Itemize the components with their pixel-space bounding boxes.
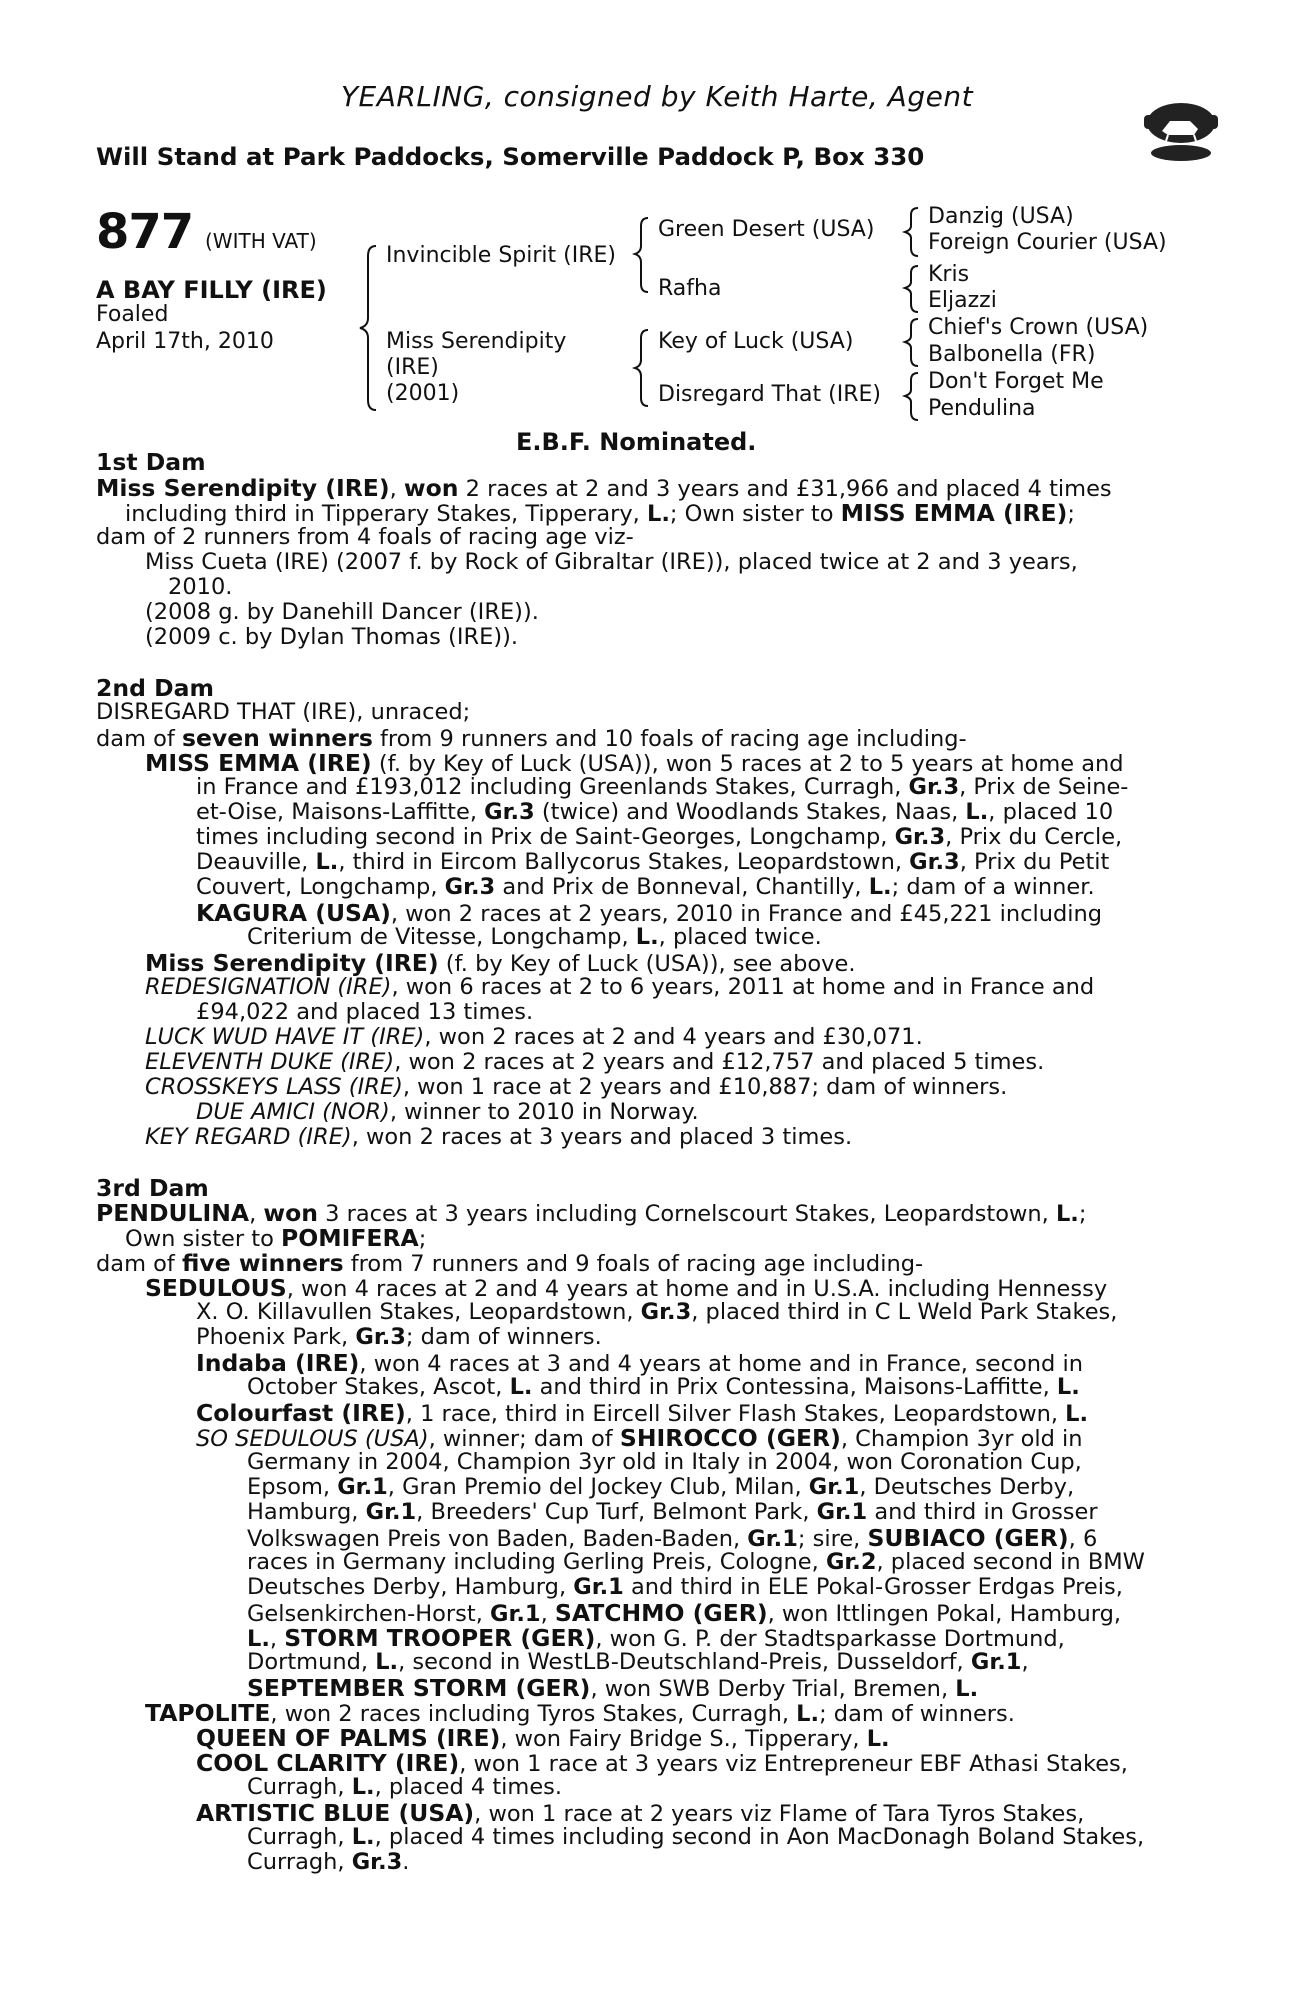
text-segment: Curragh, [247, 1774, 352, 1800]
text-segment: , won 1 race at 3 years viz Entrepreneur EBF Athasi Stakes, [459, 1751, 1128, 1777]
text-segment: Hamburg, [247, 1499, 366, 1525]
text-line [96, 724, 967, 752]
text-segment: Gr.1 [365, 1499, 417, 1525]
text-segment: , won 2 races at 2 years and £12,757 and placed 5 times. [394, 1049, 1045, 1075]
text-segment: Colourfast (IRE) [196, 1399, 406, 1427]
text-segment: , [269, 1626, 285, 1652]
pedigree-dam: Miss Serendipity [386, 329, 567, 354]
text-segment: , won 1 race at 2 years and £10,887; dam of winners. [402, 1074, 1008, 1100]
text-line [196, 1399, 1088, 1427]
text-segment: Miss Cueta (IRE) (2007 f. by Rock of Gibraltar (IRE)), placed twice at 2 and 3 years, [145, 549, 1078, 575]
text-segment: SEDULOUS [145, 1274, 287, 1302]
text-segment: 3 races at 3 years including Cornelscourt Stakes, Leopardstown, [318, 1201, 1056, 1227]
text-line [196, 824, 1122, 850]
text-segment: KEY REGARD (IRE) [145, 1124, 352, 1150]
text-segment: , Breeders' Cup Turf, Belmont Park, [416, 1499, 817, 1525]
text-line [247, 1524, 1097, 1552]
text-line [196, 1324, 602, 1350]
text-segment: ; [418, 1226, 427, 1252]
text-segment: Gr.1 [747, 1526, 798, 1552]
pedigree-sire: Invincible Spirit (IRE) [386, 243, 616, 268]
text-segment: L. [247, 1626, 270, 1652]
text-segment: and Prix de Bonneval, Chantilly, [495, 874, 869, 900]
text-line [247, 1774, 562, 1800]
foaled-label: Foaled [96, 302, 169, 327]
text-segment: ; sire, [797, 1526, 868, 1552]
text-segment: , won 2 races at 2 years, 2010 in France and £45,221 including [390, 901, 1103, 927]
text-segment: ; dam of winners. [405, 1324, 602, 1350]
text-segment: KAGURA (USA) [196, 899, 391, 927]
text-segment: REDESIGNATION (IRE) [145, 974, 392, 1000]
text-segment: ELEVENTH DUKE (IRE) [145, 1049, 395, 1075]
text-segment: SHIROCCO (GER) [619, 1424, 841, 1452]
pedigree-gg-4: Eljazzi [928, 288, 997, 313]
text-line [247, 1599, 1121, 1627]
text-segment: won [403, 474, 459, 502]
text-segment: , Deutsches Derby, [859, 1474, 1075, 1500]
text-segment: ARTISTIC BLUE (USA) [196, 1799, 475, 1827]
text-line [145, 624, 518, 650]
text-segment: , [389, 476, 404, 502]
text-segment: SO SEDULOUS (USA) [196, 1426, 429, 1452]
text-segment: Curragh, [247, 1849, 352, 1875]
text-line [145, 549, 1078, 575]
text-segment: Gr.1 [808, 1474, 860, 1500]
text-segment: won [263, 1199, 319, 1227]
text-segment: , won 4 races at 3 and 4 years at home and in France, second in [359, 1351, 1083, 1377]
text-segment: (twice) and Woodlands Stakes, Naas, [534, 799, 966, 825]
text-line [145, 1274, 1107, 1302]
ebf-nominated: E.B.F. Nominated. [516, 428, 757, 456]
text-segment: Gr.1 [573, 1574, 624, 1600]
text-segment: L. [351, 1824, 375, 1850]
text-line [145, 749, 1124, 777]
text-segment: Dortmund, [247, 1649, 376, 1675]
text-line [196, 899, 1102, 927]
text-segment: , placed second in BMW [876, 1549, 1145, 1575]
text-segment: Couvert, Longchamp, [196, 874, 445, 900]
vat-note: (WITH VAT) [205, 229, 317, 253]
text-line [247, 1649, 1029, 1675]
pedigree-gg-6: Balbonella (FR) [928, 342, 1096, 367]
text-segment: L. [509, 1374, 533, 1400]
text-segment: Deauville, [196, 849, 316, 875]
text-line [196, 999, 533, 1025]
text-segment: MISS EMMA (IRE) [145, 749, 372, 777]
text-segment: (f. by Key of Luck (USA)), see above. [438, 951, 856, 977]
text-segment: SATCHMO (GER) [554, 1599, 768, 1627]
text-segment: Gr.3 [909, 849, 960, 875]
text-segment: , winner; dam of [428, 1426, 620, 1452]
text-segment: Miss Serendipity (IRE) [145, 949, 439, 977]
text-segment: from 9 runners and 10 foals of racing age including- [372, 726, 967, 752]
text-segment: SEPTEMBER STORM (GER) [247, 1674, 591, 1702]
text-segment: , won Ittlingen Pokal, Hamburg, [767, 1601, 1122, 1627]
stand-location: Will Stand at Park Paddocks, Somerville Paddock P, Box 330 [96, 143, 925, 171]
text-line [247, 1824, 1144, 1850]
text-segment: ; dam of winners. [819, 1701, 1015, 1727]
text-segment: Gr.2 [825, 1549, 877, 1575]
pedigree-gg-5: Chief's Crown (USA) [928, 315, 1149, 340]
text-line [196, 1749, 1128, 1777]
text-line [168, 574, 232, 600]
pedigree-gg-3: Kris [928, 262, 970, 287]
text-segment: times including second in Prix de Saint-Georges, Longchamp, [196, 824, 895, 850]
text-segment: L. [351, 1774, 375, 1800]
text-segment: (f. by Key of Luck (USA)), won 5 races at 2 to 5 years at home and [371, 751, 1124, 777]
text-segment: ; dam of a winner. [891, 874, 1095, 900]
pedigree-gg-7: Don't Forget Me [928, 369, 1104, 394]
text-segment: L. [1065, 1401, 1089, 1427]
text-segment: , Gran Premio del Jockey Club, Milan, [387, 1474, 809, 1500]
text-segment: L. [868, 874, 892, 900]
text-segment: , second in WestLB-Deutschland-Preis, Dusseldorf, [398, 1649, 971, 1675]
text-segment: Gr.1 [816, 1499, 868, 1525]
text-line [196, 1099, 699, 1125]
text-segment: races in Germany including Gerling Preis, Cologne, [247, 1549, 826, 1575]
text-line [247, 1849, 409, 1875]
text-segment: ; Own sister to [669, 501, 841, 527]
text-line [247, 1374, 1080, 1400]
text-segment: DUE AMICI (NOR) [196, 1099, 390, 1125]
text-segment: L. [965, 799, 989, 825]
text-segment: dam of [96, 726, 182, 752]
text-line [145, 599, 539, 625]
text-segment: five winners [181, 1249, 344, 1277]
text-segment: ; [1078, 1201, 1087, 1227]
text-line [196, 1424, 1083, 1452]
text-segment: , won 2 races at 3 years and placed 3 times. [351, 1124, 853, 1150]
text-line [196, 1724, 890, 1752]
text-segment: COOL CLARITY (IRE) [196, 1749, 460, 1777]
text-segment: Deutsches Derby, Hamburg, [247, 1574, 574, 1600]
text-line [247, 1499, 1098, 1525]
pedigree-sire-sire: Green Desert (USA) [658, 217, 875, 242]
yearling-bonus-badge-icon [1138, 95, 1224, 191]
text-segment: , Prix du Petit [959, 849, 1110, 875]
text-segment: L. [646, 501, 670, 527]
text-line [247, 1549, 1145, 1575]
text-segment: Gr.1 [970, 1649, 1022, 1675]
pedigree-gg-2: Foreign Courier (USA) [928, 230, 1167, 255]
pedigree-dam-dam: Disregard That (IRE) [658, 382, 881, 407]
text-line [145, 1699, 1015, 1727]
catalogue-heading: YEARLING, consigned by Keith Harte, Agent [340, 80, 974, 113]
text-segment: SUBIACO (GER) [867, 1524, 1069, 1552]
text-segment: , won 6 races at 2 to 6 years, 2011 at home and in France and [391, 974, 1095, 1000]
text-segment: and third in Grosser [867, 1499, 1098, 1525]
text-segment: in France and £193,012 including Greenlands Stakes, Curragh, [196, 774, 909, 800]
text-segment: ; [1067, 501, 1075, 527]
text-line [196, 1799, 1084, 1827]
text-segment: Epsom, [247, 1474, 338, 1500]
text-segment: QUEEN OF PALMS (IRE) [196, 1724, 501, 1752]
text-segment: Curragh, [247, 1824, 352, 1850]
text-line [145, 1124, 852, 1150]
text-segment: , 6 [1068, 1526, 1098, 1552]
text-line [196, 1299, 1117, 1325]
text-segment: L. [635, 924, 659, 950]
text-line [247, 1449, 1082, 1475]
text-line [96, 1199, 1086, 1227]
text-segment: (2009 c. by Dylan Thomas (IRE)). [145, 624, 519, 650]
text-segment: Germany in 2004, Champion 3yr old in Italy in 2004, won Coronation Cup, [247, 1449, 1082, 1475]
text-segment: , won 4 races at 2 and 4 years at home and in U.S.A. including Hennessy [286, 1276, 1108, 1302]
text-segment: L. [1055, 1201, 1079, 1227]
text-segment: 3rd Dam [96, 1174, 209, 1202]
text-segment: , won 1 race at 2 years viz Flame of Tara Tyros Stakes, [474, 1801, 1085, 1827]
text-line [196, 874, 1095, 900]
text-segment: L. [866, 1726, 890, 1752]
text-segment: L. [315, 849, 339, 875]
pedigree-dam-sire: Key of Luck (USA) [658, 329, 854, 354]
lot-number: 877 [96, 204, 194, 260]
text-segment: , Prix de Seine- [959, 774, 1129, 800]
text-segment: October Stakes, Ascot, [247, 1374, 510, 1400]
text-line [145, 1074, 1007, 1100]
text-segment: , placed third in C L Weld Park Stakes, [691, 1299, 1118, 1325]
text-segment: Volkswagen Preis von Baden, Baden-Baden, [247, 1526, 748, 1552]
text-segment: LUCK WUD HAVE IT (IRE) [145, 1024, 425, 1050]
text-line [125, 1224, 426, 1252]
text-segment: dam of [96, 1251, 182, 1277]
text-segment: X. O. Killavullen Stakes, Leopardstown, [196, 1299, 641, 1325]
pedigree-gg-1: Danzig (USA) [928, 204, 1074, 229]
text-segment: Gr.3 [908, 774, 960, 800]
foaled-date: April 17th, 2010 [96, 329, 274, 354]
text-line [96, 1174, 209, 1202]
text-segment: STORM TROOPER (GER) [284, 1624, 596, 1652]
text-line [247, 1674, 978, 1702]
text-segment: Gr.3 [484, 799, 535, 825]
text-segment: Gr.3 [640, 1299, 692, 1325]
text-segment: , winner to 2010 in Norway. [389, 1099, 699, 1125]
text-segment: dam of 2 runners from 4 foals of racing age viz- [96, 524, 634, 550]
text-segment: , won SWB Derby Trial, Bremen, [590, 1676, 956, 1702]
text-segment: Criterium de Vitesse, Longchamp, [247, 924, 636, 950]
text-line [196, 1349, 1083, 1377]
text-segment: 2 races at 2 and 3 years and £31,966 and placed 4 times [458, 476, 1112, 502]
text-segment: and third in Prix Contessina, Maisons-Laffitte, [532, 1374, 1057, 1400]
text-segment: TAPOLITE [145, 1699, 271, 1727]
text-line [196, 849, 1109, 875]
text-segment: , placed 10 [988, 799, 1114, 825]
text-segment: including third in Tipperary Stakes, Tipperary, [125, 501, 647, 527]
text-segment: 1st Dam [96, 448, 206, 476]
text-line [96, 699, 470, 725]
text-line [247, 1474, 1074, 1500]
text-line [96, 1249, 923, 1277]
text-segment: MISS EMMA (IRE) [840, 499, 1068, 527]
text-segment: Own sister to [125, 1226, 282, 1252]
text-segment: POMIFERA [281, 1224, 419, 1252]
text-segment: and third in ELE Pokal-Grosser Erdgas Preis, [623, 1574, 1123, 1600]
text-line [96, 674, 214, 702]
text-segment: Gr.3 [351, 1849, 403, 1875]
text-line [96, 474, 1112, 502]
text-segment: Indaba (IRE) [196, 1349, 360, 1377]
text-line [247, 1624, 1065, 1652]
text-segment: , Prix du Cercle, [945, 824, 1123, 850]
text-line [247, 924, 822, 950]
horse-name: A BAY FILLY (IRE) [96, 276, 327, 304]
text-segment: , won 2 races at 2 and 4 years and £30,071. [424, 1024, 923, 1050]
text-segment: DISREGARD THAT (IRE), unraced; [96, 699, 471, 725]
text-segment: L. [1056, 1374, 1080, 1400]
text-line [145, 949, 856, 977]
text-segment: , [540, 1601, 555, 1627]
text-segment: Gr.1 [490, 1601, 541, 1627]
text-line [145, 974, 1094, 1000]
text-segment: PENDULINA [96, 1199, 250, 1227]
text-segment: , third in Eircom Ballycorus Stakes, Leopardstown, [338, 849, 910, 875]
text-segment: 2010. [168, 574, 233, 600]
text-segment: , placed 4 times. [374, 1774, 563, 1800]
text-line [196, 774, 1128, 800]
text-segment: et-Oise, Maisons-Laffitte, [196, 799, 485, 825]
text-segment: £94,022 and placed 13 times. [196, 999, 534, 1025]
text-segment: L. [375, 1649, 399, 1675]
pedigree-dam-origin: (IRE) [386, 355, 439, 380]
text-segment: , won G. P. der Stadtsparkasse Dortmund, [595, 1626, 1065, 1652]
text-segment: Gr.1 [337, 1474, 388, 1500]
text-segment: . [402, 1849, 410, 1875]
text-segment: , [249, 1201, 264, 1227]
text-segment: , placed twice. [658, 924, 822, 950]
text-segment: Gelsenkirchen-Horst, [247, 1601, 491, 1627]
text-segment: , 1 race, third in Eircell Silver Flash Stakes, Leopardstown, [405, 1401, 1066, 1427]
text-segment: , won 2 races including Tyros Stakes, Curragh, [270, 1701, 797, 1727]
text-segment: Gr.3 [355, 1324, 406, 1350]
text-segment: CROSSKEYS LASS (IRE) [145, 1074, 403, 1100]
text-segment: , Champion 3yr old in [840, 1426, 1083, 1452]
text-segment: Gr.3 [894, 824, 946, 850]
text-segment: Miss Serendipity (IRE) [96, 474, 390, 502]
text-line [196, 799, 1113, 825]
text-segment: L. [955, 1676, 979, 1702]
text-segment: Phoenix Park, [196, 1324, 356, 1350]
text-line [145, 1024, 923, 1050]
text-segment: , placed 4 times including second in Aon MacDonagh Boland Stakes, [374, 1824, 1145, 1850]
text-segment: L. [796, 1701, 820, 1727]
text-line [96, 524, 634, 550]
text-segment: 2nd Dam [96, 674, 214, 702]
text-line [145, 1049, 1044, 1075]
pedigree-dam-year: (2001) [386, 381, 460, 406]
pedigree-gg-8: Pendulina [928, 396, 1036, 421]
text-segment: , [1021, 1649, 1029, 1675]
text-segment: from 7 runners and 9 foals of racing age including- [343, 1251, 924, 1277]
text-line [125, 499, 1075, 527]
text-line [96, 448, 206, 476]
pedigree-sire-dam: Rafha [658, 276, 722, 301]
text-segment: , won Fairy Bridge S., Tipperary, [500, 1726, 867, 1752]
text-segment: seven winners [181, 724, 373, 752]
text-segment: Gr.3 [444, 874, 496, 900]
text-segment: (2008 g. by Danehill Dancer (IRE)). [145, 599, 539, 625]
text-line [247, 1574, 1123, 1600]
